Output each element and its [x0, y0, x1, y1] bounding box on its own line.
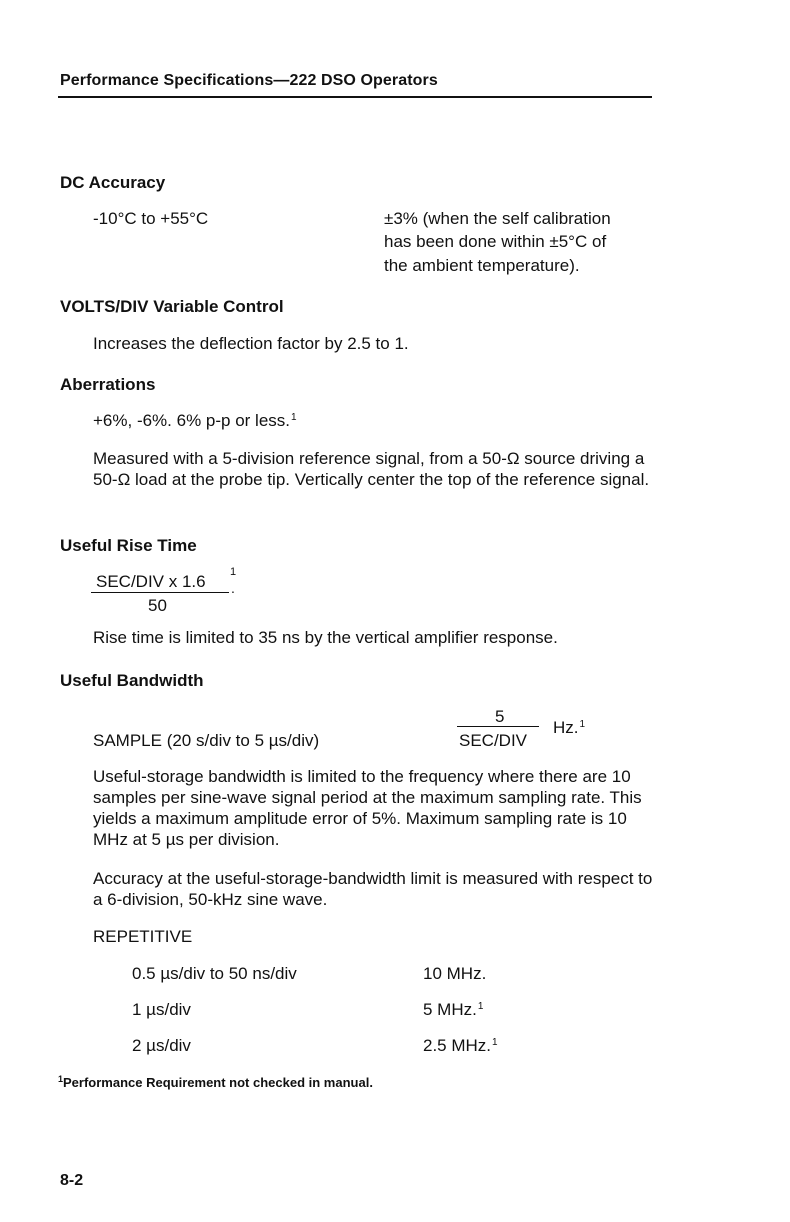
repetitive-row-2-setting: 1 µs/div [132, 1000, 191, 1019]
row-2-note-mark: 1 [477, 1001, 484, 1012]
rise-time-denominator: 50 [148, 596, 167, 615]
row-3-note-mark: 1 [492, 1037, 498, 1048]
aberrations-description: Measured with a 5-division reference signal, from a 50-Ω source driving a 50-Ω load at the probe tip. Vertically center the top of the reference signal. [93, 449, 650, 489]
rise-time-fraction-line [91, 592, 229, 593]
row-3-value-text: 2.5 MHz. [423, 1036, 492, 1055]
dc-accuracy-heading: DC Accuracy [60, 173, 166, 192]
dc-accuracy-value-line-1: ±3% (when the self calibration [384, 209, 611, 228]
bandwidth-paragraph-1: Useful-storage bandwidth is limited to the frequency where there are 10 samples per sine-wave signal period at the maximum sampling rate. This yields a maximum amplitude error of 5%. Maximum sampling rate is 10 MHz at 5 µs per division. [93, 767, 642, 849]
aberrations-heading: Aberrations [60, 375, 156, 394]
formula-numerator: 5 [495, 707, 505, 726]
rise-time-heading: Useful Rise Time [60, 536, 197, 555]
aberrations-spec [93, 411, 297, 431]
repetitive-label: REPETITIVE [93, 927, 193, 946]
footnote-text: Performance Requirement not checked in manual. [63, 1075, 373, 1090]
formula-unit-text: Hz. [553, 718, 579, 737]
rise-time-period: . [231, 580, 235, 596]
rise-time-numerator: SEC/DIV x 1.6 [96, 572, 206, 591]
aberrations-spec-text: +6%, -6%. 6% p-p or less. [93, 411, 291, 430]
dc-accuracy-value-line-2: has been done within ±5°C of [384, 232, 607, 251]
volts-div-text: Increases the deflection factor by 2.5 to 1. [93, 334, 409, 353]
footnote [58, 1075, 373, 1090]
formula-fraction-line [457, 726, 539, 727]
page-header: Performance Specifications—222 DSO Operators [60, 72, 438, 89]
row-2-value-text: 5 MHz. [423, 1000, 477, 1019]
rise-time-text: Rise time is limited to 35 ns by the vertical amplifier response. [93, 628, 558, 647]
formula-denominator: SEC/DIV [459, 731, 528, 750]
sample-label: SAMPLE (20 s/div to 5 µs/div) [93, 731, 320, 750]
repetitive-row-3-setting: 2 µs/div [132, 1036, 191, 1055]
aberrations-note-mark: 1 [291, 412, 297, 423]
repetitive-row-1-setting: 0.5 µs/div to 50 ns/div [132, 964, 297, 983]
dc-accuracy-value-line-3: the ambient temperature). [384, 256, 580, 275]
bandwidth-heading: Useful Bandwidth [60, 671, 204, 690]
volts-div-heading: VOLTS/DIV Variable Control [60, 297, 284, 316]
page-number: 8-2 [60, 1172, 84, 1189]
repetitive-row-2-value [423, 1000, 483, 1020]
repetitive-row-1-value: 10 MHz. [423, 964, 487, 983]
repetitive-row-3-value [423, 1036, 498, 1056]
formula-note-mark: 1 [579, 719, 586, 730]
bandwidth-paragraph-2: Accuracy at the useful-storage-bandwidth limit is measured with respect to a 6-division, 50-kHz sine wave. [93, 869, 653, 909]
footnote-mark: 1 [58, 1074, 64, 1084]
rise-time-note-mark: 1 [230, 566, 237, 578]
header-rule [58, 96, 652, 98]
formula-unit [553, 718, 585, 738]
dc-accuracy-range: -10°C to +55°C [93, 209, 209, 228]
